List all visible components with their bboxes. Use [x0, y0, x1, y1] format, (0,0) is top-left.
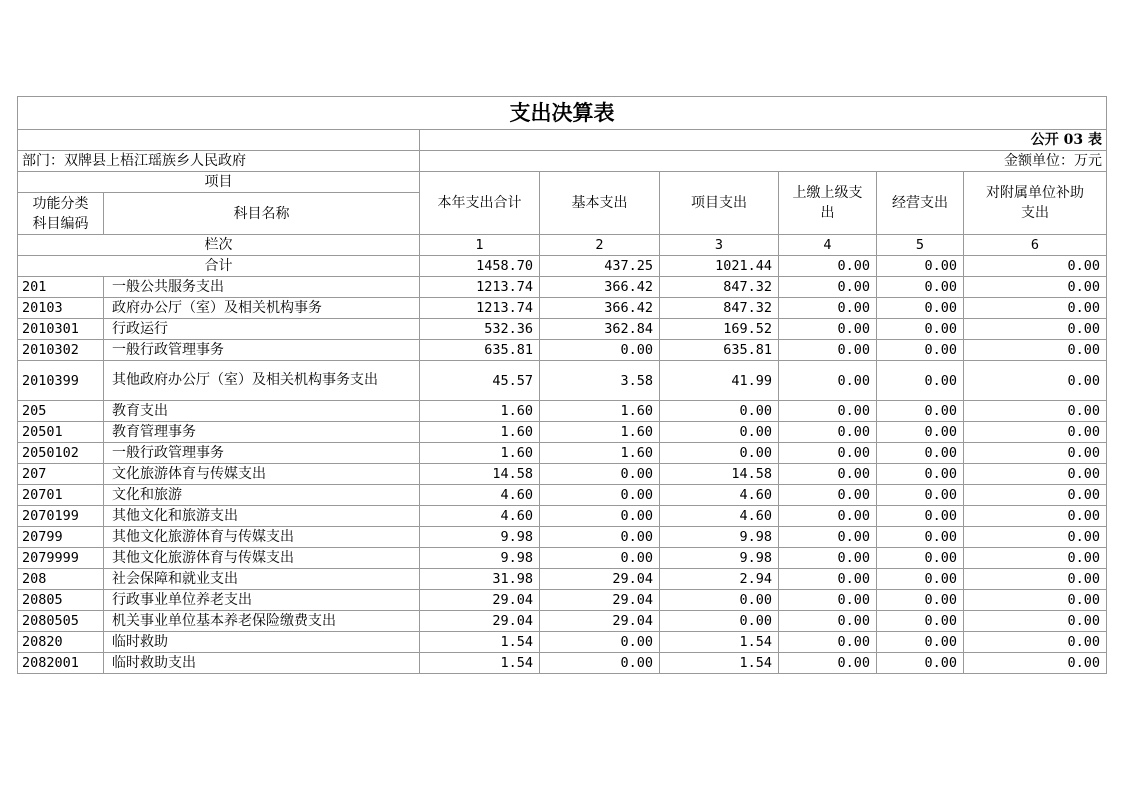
table-row	[18, 319, 1107, 340]
amount-cell: 1.54	[420, 653, 540, 674]
subject-name: 其他文化旅游体育与传媒支出	[104, 548, 420, 569]
amount-cell: 847.32	[660, 298, 779, 319]
total-value: 0.00	[964, 256, 1107, 277]
department-label: 部门：双牌县上梧江瑶族乡人民政府	[18, 151, 420, 172]
amount-cell: 0.00	[877, 590, 964, 611]
total-value: 437.25	[540, 256, 660, 277]
subject-name: 一般行政管理事务	[104, 340, 420, 361]
amount-cell: 4.60	[420, 506, 540, 527]
form-number: 公开 03 表	[420, 130, 1107, 151]
amount-cell: 1.60	[420, 401, 540, 422]
amount-cell: 0.00	[779, 319, 877, 340]
total-value: 1021.44	[660, 256, 779, 277]
subject-code: 20799	[18, 527, 104, 548]
amount-cell: 0.00	[877, 527, 964, 548]
table-row	[18, 464, 1107, 485]
amount-cell: 0.00	[964, 401, 1107, 422]
amount-cell: 0.00	[877, 485, 964, 506]
amount-cell: 0.00	[540, 464, 660, 485]
amount-cell: 0.00	[964, 611, 1107, 632]
subject-name: 一般公共服务支出	[104, 277, 420, 298]
amount-cell: 9.98	[660, 527, 779, 548]
amount-cell: 362.84	[540, 319, 660, 340]
amount-cell: 1.60	[420, 422, 540, 443]
amount-cell: 0.00	[540, 340, 660, 361]
amount-cell: 0.00	[779, 361, 877, 401]
amount-cell: 1.60	[540, 443, 660, 464]
column-number-label: 栏次	[18, 235, 420, 256]
amount-cell: 0.00	[964, 361, 1107, 401]
amount-cell: 4.60	[660, 485, 779, 506]
amount-cell: 9.98	[420, 527, 540, 548]
table-row	[18, 632, 1107, 653]
unit-label: 金额单位：万元	[420, 151, 1107, 172]
header-business: 经营支出	[877, 172, 964, 235]
amount-cell: 0.00	[964, 464, 1107, 485]
amount-cell: 1.54	[420, 632, 540, 653]
amount-cell: 0.00	[779, 401, 877, 422]
form-number-blank	[18, 130, 420, 151]
subject-name: 教育支出	[104, 401, 420, 422]
amount-cell: 0.00	[779, 569, 877, 590]
subject-name: 社会保障和就业支出	[104, 569, 420, 590]
table-row	[18, 548, 1107, 569]
amount-cell: 532.36	[420, 319, 540, 340]
expenditure-statement-sheet	[17, 96, 1106, 674]
amount-cell: 0.00	[964, 340, 1107, 361]
table-row	[18, 653, 1107, 674]
amount-cell: 0.00	[540, 527, 660, 548]
subject-name: 政府办公厅（室）及相关机构事务	[104, 298, 420, 319]
subject-code: 2010399	[18, 361, 104, 401]
amount-cell: 2.94	[660, 569, 779, 590]
subject-name: 文化和旅游	[104, 485, 420, 506]
subject-code: 2082001	[18, 653, 104, 674]
subject-code: 201	[18, 277, 104, 298]
expenditure-table	[17, 96, 1107, 674]
amount-cell: 0.00	[779, 611, 877, 632]
amount-cell: 0.00	[660, 611, 779, 632]
amount-cell: 1.60	[540, 422, 660, 443]
subject-code: 2010302	[18, 340, 104, 361]
amount-cell: 0.00	[877, 298, 964, 319]
amount-cell: 0.00	[964, 485, 1107, 506]
amount-cell: 0.00	[964, 319, 1107, 340]
amount-cell: 0.00	[964, 632, 1107, 653]
table-row	[18, 277, 1107, 298]
amount-cell: 0.00	[877, 443, 964, 464]
header-total: 本年支出合计	[420, 172, 540, 235]
amount-cell: 0.00	[660, 422, 779, 443]
header-basic: 基本支出	[540, 172, 660, 235]
table-row	[18, 611, 1107, 632]
subject-name: 机关事业单位基本养老保险缴费支出	[104, 611, 420, 632]
amount-cell: 0.00	[877, 569, 964, 590]
subject-code: 205	[18, 401, 104, 422]
amount-cell: 0.00	[964, 443, 1107, 464]
subject-code: 20820	[18, 632, 104, 653]
amount-cell: 0.00	[779, 340, 877, 361]
header-superior: 上缴上级支出	[779, 172, 877, 235]
table-row	[18, 443, 1107, 464]
column-number: 3	[660, 235, 779, 256]
amount-cell: 1.54	[660, 653, 779, 674]
amount-cell: 29.04	[420, 590, 540, 611]
table-row	[18, 340, 1107, 361]
subject-name: 文化旅游体育与传媒支出	[104, 464, 420, 485]
column-number-row	[18, 235, 1107, 256]
table-row	[18, 298, 1107, 319]
amount-cell: 1213.74	[420, 277, 540, 298]
amount-cell: 0.00	[877, 506, 964, 527]
subject-name: 临时救助支出	[104, 653, 420, 674]
amount-cell: 0.00	[877, 653, 964, 674]
form-number-row	[18, 130, 1107, 151]
amount-cell: 0.00	[779, 527, 877, 548]
subject-name: 其他文化旅游体育与传媒支出	[104, 527, 420, 548]
total-label: 合计	[18, 256, 420, 277]
amount-cell: 4.60	[660, 506, 779, 527]
amount-cell: 29.04	[540, 569, 660, 590]
amount-cell: 0.00	[964, 527, 1107, 548]
header-code: 功能分类科目编码	[18, 193, 104, 235]
amount-cell: 0.00	[877, 611, 964, 632]
amount-cell: 0.00	[779, 632, 877, 653]
column-number: 1	[420, 235, 540, 256]
header-name: 科目名称	[104, 193, 420, 235]
table-row	[18, 590, 1107, 611]
amount-cell: 14.58	[420, 464, 540, 485]
amount-cell: 0.00	[964, 422, 1107, 443]
amount-cell: 0.00	[779, 443, 877, 464]
amount-cell: 0.00	[779, 422, 877, 443]
amount-cell: 1.60	[420, 443, 540, 464]
total-value: 0.00	[877, 256, 964, 277]
amount-cell: 0.00	[877, 277, 964, 298]
amount-cell: 0.00	[779, 298, 877, 319]
amount-cell: 0.00	[540, 506, 660, 527]
amount-cell: 0.00	[964, 653, 1107, 674]
amount-cell: 31.98	[420, 569, 540, 590]
amount-cell: 0.00	[540, 632, 660, 653]
subject-code: 20805	[18, 590, 104, 611]
amount-cell: 29.04	[420, 611, 540, 632]
amount-cell: 1213.74	[420, 298, 540, 319]
table-row	[18, 485, 1107, 506]
amount-cell: 0.00	[964, 569, 1107, 590]
amount-cell: 0.00	[877, 464, 964, 485]
amount-cell: 0.00	[877, 361, 964, 401]
amount-cell: 0.00	[877, 401, 964, 422]
subject-name: 临时救助	[104, 632, 420, 653]
header-row-1	[18, 172, 1107, 193]
amount-cell: 0.00	[779, 277, 877, 298]
amount-cell: 0.00	[877, 319, 964, 340]
subject-code: 2080505	[18, 611, 104, 632]
amount-cell: 9.98	[420, 548, 540, 569]
amount-cell: 0.00	[877, 340, 964, 361]
amount-cell: 29.04	[540, 590, 660, 611]
amount-cell: 0.00	[964, 506, 1107, 527]
amount-cell: 0.00	[779, 464, 877, 485]
department-row	[18, 151, 1107, 172]
total-row	[18, 256, 1107, 277]
amount-cell: 0.00	[779, 485, 877, 506]
table-row	[18, 527, 1107, 548]
table-row	[18, 422, 1107, 443]
table-row	[18, 361, 1107, 401]
amount-cell: 1.54	[660, 632, 779, 653]
amount-cell: 0.00	[779, 506, 877, 527]
amount-cell: 14.58	[660, 464, 779, 485]
subject-code: 207	[18, 464, 104, 485]
amount-cell: 0.00	[877, 548, 964, 569]
amount-cell: 0.00	[964, 590, 1107, 611]
column-number: 6	[964, 235, 1107, 256]
header-project: 项目支出	[660, 172, 779, 235]
column-number: 2	[540, 235, 660, 256]
subject-name: 行政运行	[104, 319, 420, 340]
subject-name: 教育管理事务	[104, 422, 420, 443]
subject-name: 一般行政管理事务	[104, 443, 420, 464]
amount-cell: 0.00	[779, 548, 877, 569]
table-row	[18, 401, 1107, 422]
amount-cell: 9.98	[660, 548, 779, 569]
amount-cell: 0.00	[660, 443, 779, 464]
header-subsidiary: 对附属单位补助支出	[964, 172, 1107, 235]
amount-cell: 0.00	[877, 422, 964, 443]
amount-cell: 0.00	[540, 548, 660, 569]
column-number: 4	[779, 235, 877, 256]
amount-cell: 41.99	[660, 361, 779, 401]
subject-code: 2070199	[18, 506, 104, 527]
amount-cell: 0.00	[779, 590, 877, 611]
amount-cell: 0.00	[540, 653, 660, 674]
amount-cell: 0.00	[964, 548, 1107, 569]
amount-cell: 169.52	[660, 319, 779, 340]
amount-cell: 4.60	[420, 485, 540, 506]
amount-cell: 29.04	[540, 611, 660, 632]
subject-name: 其他文化和旅游支出	[104, 506, 420, 527]
subject-code: 2050102	[18, 443, 104, 464]
amount-cell: 0.00	[540, 485, 660, 506]
total-value: 0.00	[779, 256, 877, 277]
page-title: 支出决算表	[18, 97, 1107, 130]
table-row	[18, 569, 1107, 590]
title-row	[18, 97, 1107, 130]
amount-cell: 1.60	[540, 401, 660, 422]
header-item: 项目	[18, 172, 420, 193]
amount-cell: 847.32	[660, 277, 779, 298]
total-value: 1458.70	[420, 256, 540, 277]
amount-cell: 0.00	[964, 298, 1107, 319]
amount-cell: 45.57	[420, 361, 540, 401]
amount-cell: 0.00	[779, 653, 877, 674]
subject-code: 20103	[18, 298, 104, 319]
subject-code: 2079999	[18, 548, 104, 569]
amount-cell: 0.00	[964, 277, 1107, 298]
subject-code: 20501	[18, 422, 104, 443]
subject-code: 208	[18, 569, 104, 590]
amount-cell: 366.42	[540, 298, 660, 319]
subject-code: 20701	[18, 485, 104, 506]
column-number: 5	[877, 235, 964, 256]
amount-cell: 0.00	[660, 590, 779, 611]
subject-name: 行政事业单位养老支出	[104, 590, 420, 611]
subject-name: 其他政府办公厅（室）及相关机构事务支出	[104, 361, 420, 401]
amount-cell: 0.00	[877, 632, 964, 653]
amount-cell: 0.00	[660, 401, 779, 422]
subject-code: 2010301	[18, 319, 104, 340]
amount-cell: 366.42	[540, 277, 660, 298]
amount-cell: 3.58	[540, 361, 660, 401]
table-row	[18, 506, 1107, 527]
amount-cell: 635.81	[420, 340, 540, 361]
amount-cell: 635.81	[660, 340, 779, 361]
